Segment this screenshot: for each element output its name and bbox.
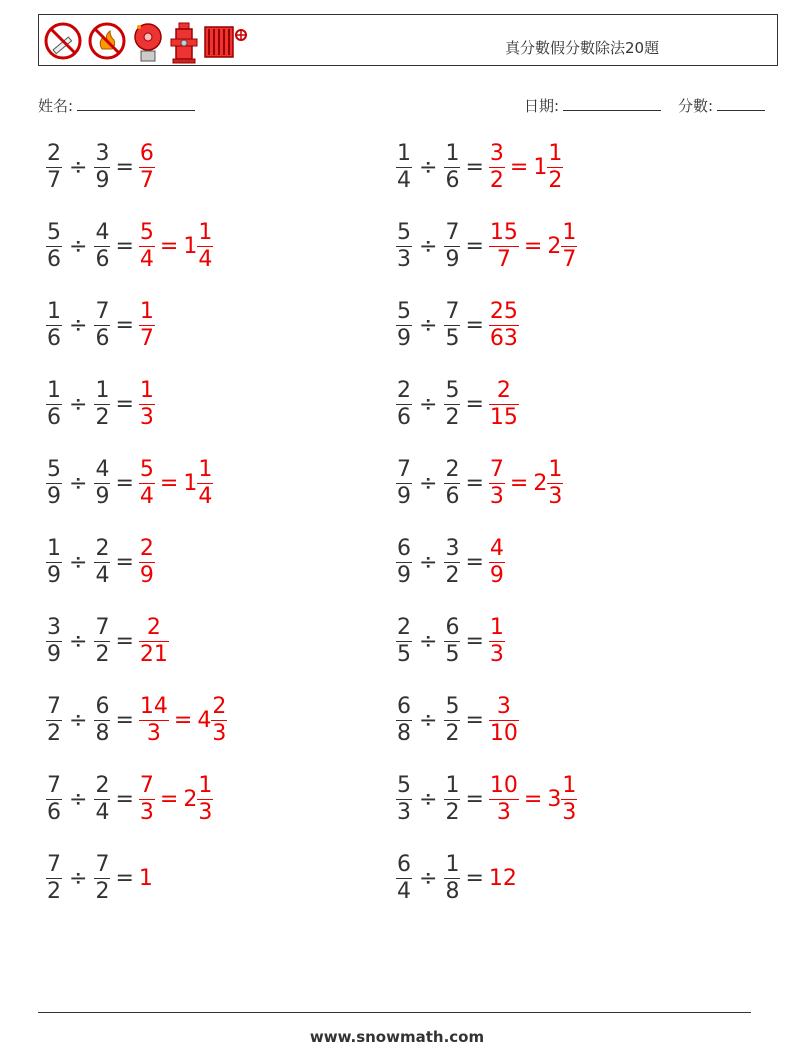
mixed-whole: 1 xyxy=(533,155,548,180)
divide-sign: ÷ xyxy=(419,155,438,180)
numerator: 1 xyxy=(548,141,563,166)
numerator: 1 xyxy=(198,773,213,798)
dividend-fraction xyxy=(46,696,62,745)
problem-item xyxy=(396,696,519,745)
denominator: 2 xyxy=(548,168,563,193)
equals-sign: = xyxy=(465,866,484,891)
numerator: 1 xyxy=(139,299,154,324)
numerator: 1 xyxy=(562,220,577,245)
divisor-fraction xyxy=(444,854,460,903)
numerator: 2 xyxy=(95,536,110,561)
numerator: 4 xyxy=(489,536,504,561)
numerator: 7 xyxy=(445,220,460,245)
mixed-fraction xyxy=(561,222,577,271)
numerator: 5 xyxy=(47,457,61,482)
numerator: 5 xyxy=(139,457,154,482)
mixed-whole: 2 xyxy=(547,234,562,259)
problem-item xyxy=(46,459,213,508)
divisor-fraction xyxy=(94,380,110,429)
score-field xyxy=(678,95,765,116)
numerator: 3 xyxy=(489,141,504,166)
divisor-fraction xyxy=(444,143,460,192)
numerator: 4 xyxy=(95,457,110,482)
denominator: 2 xyxy=(47,879,61,904)
numerator: 1 xyxy=(445,773,460,798)
divisor-fraction xyxy=(444,301,460,350)
numerator: 3 xyxy=(445,536,460,561)
numerator: 4 xyxy=(95,220,110,245)
denominator: 9 xyxy=(489,563,504,588)
dividend-fraction xyxy=(396,854,412,903)
divisor-fraction xyxy=(94,143,110,192)
date-field xyxy=(524,95,661,116)
denominator: 7 xyxy=(562,247,577,272)
denominator: 3 xyxy=(397,800,411,825)
dividend-fraction xyxy=(396,538,412,587)
equals-sign: = xyxy=(465,787,484,812)
denominator: 2 xyxy=(445,405,460,430)
equals-sign: = xyxy=(465,234,484,259)
worksheet-header xyxy=(38,14,778,66)
denominator: 9 xyxy=(47,642,61,667)
denominator: 9 xyxy=(397,563,411,588)
equals-sign: = xyxy=(523,234,543,259)
mixed-whole: 1 xyxy=(183,234,198,259)
denominator: 4 xyxy=(95,563,110,588)
divide-sign: ÷ xyxy=(419,550,438,575)
numerator: 7 xyxy=(95,615,110,640)
equals-sign: = xyxy=(465,550,484,575)
numerator: 25 xyxy=(489,299,518,324)
denominator: 6 xyxy=(397,405,411,430)
divide-sign: ÷ xyxy=(69,787,88,812)
divide-sign: ÷ xyxy=(419,629,438,654)
problem-item xyxy=(396,459,563,508)
score-label: 分數: xyxy=(678,97,714,115)
divisor-fraction xyxy=(444,696,460,745)
dividend-fraction xyxy=(396,617,412,666)
score-blank[interactable] xyxy=(717,96,765,111)
equals-sign: = xyxy=(173,708,193,733)
denominator: 9 xyxy=(139,563,154,588)
denominator: 4 xyxy=(397,879,411,904)
answer-fraction xyxy=(489,380,519,429)
denominator: 5 xyxy=(397,642,411,667)
divisor-fraction xyxy=(444,380,460,429)
numerator: 6 xyxy=(139,141,154,166)
denominator: 2 xyxy=(445,563,460,588)
equals-sign: = xyxy=(523,787,543,812)
numerator: 10 xyxy=(489,773,518,798)
numerator: 7 xyxy=(489,457,504,482)
dividend-fraction xyxy=(396,222,412,271)
denominator: 9 xyxy=(397,484,411,509)
divide-sign: ÷ xyxy=(69,629,88,654)
numerator: 1 xyxy=(489,615,504,640)
equals-sign: = xyxy=(465,471,484,496)
equals-sign: = xyxy=(159,234,179,259)
denominator: 2 xyxy=(95,642,110,667)
equals-sign: = xyxy=(115,234,134,259)
numerator: 5 xyxy=(139,220,154,245)
denominator: 3 xyxy=(212,721,227,746)
denominator: 6 xyxy=(47,326,61,351)
denominator: 6 xyxy=(445,168,460,193)
numerator: 6 xyxy=(397,694,411,719)
equals-sign: = xyxy=(465,392,484,417)
denominator: 2 xyxy=(95,879,110,904)
numerator: 2 xyxy=(496,378,511,403)
answer-fraction xyxy=(489,617,505,666)
divide-sign: ÷ xyxy=(69,155,88,180)
numerator: 2 xyxy=(47,141,61,166)
denominator: 9 xyxy=(445,247,460,272)
divide-sign: ÷ xyxy=(69,550,88,575)
worksheet-title: 真分數假分數除法20題 xyxy=(505,39,660,57)
divisor-fraction xyxy=(444,775,460,824)
denominator: 4 xyxy=(95,800,110,825)
divide-sign: ÷ xyxy=(419,471,438,496)
numerator: 1 xyxy=(445,141,460,166)
divisor-fraction xyxy=(94,538,110,587)
numerator: 2 xyxy=(397,615,411,640)
denominator: 3 xyxy=(146,721,161,746)
denominator: 4 xyxy=(397,168,411,193)
dividend-fraction xyxy=(396,301,412,350)
numerator: 7 xyxy=(47,852,61,877)
denominator: 15 xyxy=(489,405,518,430)
problem-item xyxy=(396,538,505,587)
answer-fraction xyxy=(139,301,155,350)
denominator: 3 xyxy=(139,800,154,825)
dividend-fraction xyxy=(396,696,412,745)
numerator: 5 xyxy=(397,773,411,798)
equals-sign: = xyxy=(115,866,134,891)
dividend-fraction xyxy=(46,380,62,429)
problem-item xyxy=(46,143,155,192)
answer-fraction xyxy=(489,143,505,192)
denominator: 2 xyxy=(489,168,504,193)
divide-sign: ÷ xyxy=(69,313,88,338)
answer-integer: 1 xyxy=(138,866,153,891)
numerator: 7 xyxy=(397,457,411,482)
divisor-fraction xyxy=(94,459,110,508)
numerator: 6 xyxy=(445,615,460,640)
numerator: 1 xyxy=(47,536,61,561)
divide-sign: ÷ xyxy=(419,787,438,812)
denominator: 4 xyxy=(139,484,154,509)
divide-sign: ÷ xyxy=(419,866,438,891)
dividend-fraction xyxy=(46,459,62,508)
numerator: 5 xyxy=(445,378,460,403)
denominator: 3 xyxy=(397,247,411,272)
denominator: 3 xyxy=(562,800,577,825)
denominator: 6 xyxy=(445,484,460,509)
numerator: 1 xyxy=(198,220,213,245)
mixed-fraction xyxy=(561,775,577,824)
dividend-fraction xyxy=(46,617,62,666)
problem-item xyxy=(396,854,517,903)
mixed-whole: 3 xyxy=(547,787,562,812)
numerator: 7 xyxy=(95,852,110,877)
fire-alarm-bell-icon xyxy=(131,21,165,65)
numerator: 7 xyxy=(95,299,110,324)
divisor-fraction xyxy=(444,617,460,666)
denominator: 4 xyxy=(198,484,213,509)
date-blank[interactable] xyxy=(563,96,661,111)
answer-fraction xyxy=(139,696,169,745)
denominator: 6 xyxy=(47,405,61,430)
denominator: 3 xyxy=(496,800,511,825)
name-label: 姓名: xyxy=(38,97,74,115)
equals-sign: = xyxy=(115,155,134,180)
numerator: 1 xyxy=(139,378,154,403)
date-label: 日期: xyxy=(524,97,560,115)
denominator: 6 xyxy=(47,800,61,825)
problem-item xyxy=(396,143,563,192)
denominator: 3 xyxy=(489,484,504,509)
numerator: 1 xyxy=(198,457,213,482)
denominator: 3 xyxy=(548,484,563,509)
problem-item xyxy=(396,775,577,824)
dividend-fraction xyxy=(46,222,62,271)
problem-item xyxy=(46,696,227,745)
mixed-whole: 1 xyxy=(183,471,198,496)
numerator: 1 xyxy=(397,141,411,166)
dividend-fraction xyxy=(46,775,62,824)
problem-item xyxy=(396,380,519,429)
denominator: 2 xyxy=(95,405,110,430)
dividend-fraction xyxy=(396,380,412,429)
name-blank[interactable] xyxy=(77,96,195,111)
equals-sign: = xyxy=(115,629,134,654)
no-fire-icon xyxy=(87,21,127,61)
denominator: 5 xyxy=(445,326,460,351)
numerator: 3 xyxy=(95,141,110,166)
problem-item xyxy=(46,538,155,587)
denominator: 9 xyxy=(95,168,110,193)
name-field xyxy=(38,95,195,116)
mixed-fraction xyxy=(197,459,213,508)
numerator: 3 xyxy=(496,694,511,719)
equals-sign: = xyxy=(465,708,484,733)
numerator: 1 xyxy=(562,773,577,798)
equals-sign: = xyxy=(509,471,529,496)
numerator: 1 xyxy=(445,852,460,877)
divisor-fraction xyxy=(444,222,460,271)
problem-item xyxy=(396,617,505,666)
numerator: 1 xyxy=(47,378,61,403)
answer-fraction xyxy=(489,459,505,508)
denominator: 6 xyxy=(95,247,110,272)
numerator: 7 xyxy=(139,773,154,798)
problem-item xyxy=(396,222,577,271)
problem-item xyxy=(46,775,213,824)
dividend-fraction xyxy=(396,775,412,824)
footer-site: www.snowmath.com xyxy=(309,1028,485,1046)
answer-fraction xyxy=(489,696,519,745)
numerator: 7 xyxy=(47,694,61,719)
denominator: 2 xyxy=(47,721,61,746)
divide-sign: ÷ xyxy=(69,866,88,891)
divide-sign: ÷ xyxy=(69,234,88,259)
dividend-fraction xyxy=(46,854,62,903)
numerator: 14 xyxy=(139,694,168,719)
divide-sign: ÷ xyxy=(419,313,438,338)
problem-item xyxy=(46,617,169,666)
mixed-fraction xyxy=(197,775,213,824)
equals-sign: = xyxy=(115,708,134,733)
numerator: 5 xyxy=(397,220,411,245)
denominator: 21 xyxy=(139,642,168,667)
equals-sign: = xyxy=(465,629,484,654)
divisor-fraction xyxy=(94,301,110,350)
denominator: 4 xyxy=(139,247,154,272)
numerator: 2 xyxy=(95,773,110,798)
equals-sign: = xyxy=(115,313,134,338)
denominator: 3 xyxy=(198,800,213,825)
answer-fraction xyxy=(139,222,155,271)
numerator: 3 xyxy=(47,615,61,640)
denominator: 9 xyxy=(47,563,61,588)
numerator: 2 xyxy=(445,457,460,482)
numerator: 6 xyxy=(397,536,411,561)
numerator: 1 xyxy=(47,299,61,324)
problem-item xyxy=(46,854,153,903)
denominator: 4 xyxy=(198,247,213,272)
answer-fraction xyxy=(139,538,155,587)
numerator: 2 xyxy=(139,536,154,561)
denominator: 9 xyxy=(397,326,411,351)
fire-hose-reel-icon xyxy=(203,21,249,65)
divisor-fraction xyxy=(444,459,460,508)
denominator: 9 xyxy=(95,484,110,509)
denominator: 8 xyxy=(95,721,110,746)
divisor-fraction xyxy=(444,538,460,587)
divide-sign: ÷ xyxy=(69,392,88,417)
dividend-fraction xyxy=(46,301,62,350)
dividend-fraction xyxy=(396,143,412,192)
equals-sign: = xyxy=(465,155,484,180)
answer-fraction xyxy=(139,775,155,824)
divide-sign: ÷ xyxy=(419,392,438,417)
denominator: 3 xyxy=(139,405,154,430)
denominator: 63 xyxy=(489,326,518,351)
equals-sign: = xyxy=(115,392,134,417)
denominator: 7 xyxy=(47,168,61,193)
answer-fraction xyxy=(489,222,519,271)
divide-sign: ÷ xyxy=(69,708,88,733)
header-icons xyxy=(43,21,249,65)
numerator: 1 xyxy=(95,378,110,403)
divide-sign: ÷ xyxy=(419,234,438,259)
equals-sign: = xyxy=(509,155,529,180)
numerator: 5 xyxy=(397,299,411,324)
equals-sign: = xyxy=(115,471,134,496)
numerator: 6 xyxy=(397,852,411,877)
numerator: 6 xyxy=(95,694,110,719)
mixed-whole: 2 xyxy=(533,471,548,496)
denominator: 7 xyxy=(139,326,154,351)
equals-sign: = xyxy=(115,550,134,575)
no-smoking-icon xyxy=(43,21,83,61)
denominator: 8 xyxy=(445,879,460,904)
divisor-fraction xyxy=(94,617,110,666)
numerator: 2 xyxy=(397,378,411,403)
numerator: 1 xyxy=(548,457,563,482)
denominator: 3 xyxy=(489,642,504,667)
mixed-whole: 4 xyxy=(197,708,212,733)
mixed-fraction xyxy=(197,222,213,271)
problem-item xyxy=(46,301,155,350)
dividend-fraction xyxy=(46,538,62,587)
mixed-whole: 2 xyxy=(183,787,198,812)
divide-sign: ÷ xyxy=(69,471,88,496)
divisor-fraction xyxy=(94,854,110,903)
numerator: 15 xyxy=(489,220,518,245)
numerator: 7 xyxy=(47,773,61,798)
problem-item xyxy=(46,222,213,271)
denominator: 7 xyxy=(496,247,511,272)
denominator: 6 xyxy=(47,247,61,272)
problem-item xyxy=(46,380,155,429)
denominator: 10 xyxy=(489,721,518,746)
answer-fraction xyxy=(489,538,505,587)
denominator: 5 xyxy=(445,642,460,667)
dividend-fraction xyxy=(396,459,412,508)
answer-fraction xyxy=(489,775,519,824)
answer-fraction xyxy=(139,617,169,666)
numerator: 5 xyxy=(47,220,61,245)
answer-fraction xyxy=(489,301,519,350)
denominator: 8 xyxy=(397,721,411,746)
numerator: 2 xyxy=(212,694,227,719)
equals-sign: = xyxy=(159,471,179,496)
divisor-fraction xyxy=(94,222,110,271)
fire-hydrant-icon xyxy=(169,21,199,65)
mixed-fraction xyxy=(547,143,563,192)
numerator: 5 xyxy=(445,694,460,719)
divisor-fraction xyxy=(94,775,110,824)
denominator: 2 xyxy=(445,800,460,825)
numerator: 2 xyxy=(146,615,161,640)
answer-integer: 12 xyxy=(488,866,517,891)
denominator: 6 xyxy=(95,326,110,351)
denominator: 7 xyxy=(139,168,154,193)
denominator: 2 xyxy=(445,721,460,746)
answer-fraction xyxy=(139,380,155,429)
footer-divider xyxy=(38,1012,751,1013)
answer-fraction xyxy=(139,459,155,508)
equals-sign: = xyxy=(159,787,179,812)
answer-fraction xyxy=(139,143,155,192)
divisor-fraction xyxy=(94,696,110,745)
mixed-fraction xyxy=(211,696,227,745)
dividend-fraction xyxy=(46,143,62,192)
equals-sign: = xyxy=(465,313,484,338)
denominator: 9 xyxy=(47,484,61,509)
problem-item xyxy=(396,301,519,350)
mixed-fraction xyxy=(547,459,563,508)
equals-sign: = xyxy=(115,787,134,812)
numerator: 7 xyxy=(445,299,460,324)
divide-sign: ÷ xyxy=(419,708,438,733)
